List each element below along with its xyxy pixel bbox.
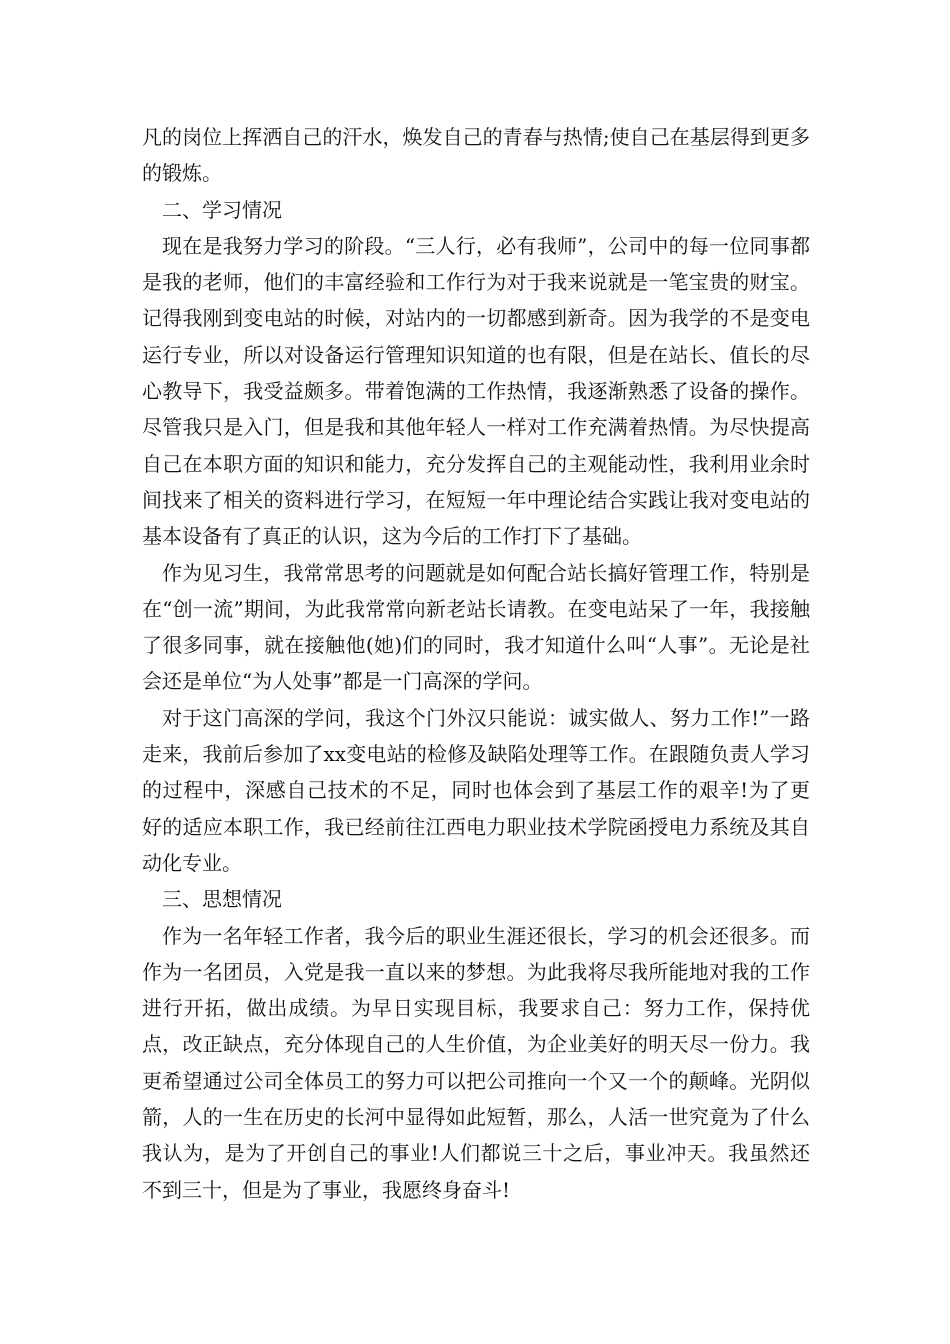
document-body [142, 119, 810, 1208]
section-heading-thought: 三、思想情况 [162, 887, 282, 912]
paragraph-study-2: 作为见习生，我常常思考的问题就是如何配合站长搞好管理工作，特别是在“创一流”期间，为此我常常向新老站长请教。在变电站呆了一年，我接触了很多同事，就在接触他(她)们的同时，我才知道什么叫“人事”。无论是社会还是单位“为人处事”都是一门高深的学问。 [142, 560, 810, 694]
paragraph-continuation: 凡的岗位上挥洒自己的汗水，焕发自己的青春与热情;使自己在基层得到更多的锻炼。 [142, 125, 810, 186]
section-heading-study: 二、学习情况 [162, 197, 282, 222]
paragraph-study-3: 对于这门高深的学问，我这个门外汉只能说：诚实做人、努力工作!”一路走来，我前后参加了xx变电站的检修及缺陷处理等工作。在跟随负责人学习的过程中，深感自己技术的不足，同时也体会到了基层工作的艰辛!为了更好的适应本职工作，我已经前往江西电力职业技术学院函授电力系统及其自动化专业。 [142, 705, 810, 875]
paragraph-thought-1: 作为一名年轻工作者，我今后的职业生涯还很长，学习的机会还很多。而作为一名团员，入党是我一直以来的梦想。为此我将尽我所能地对我的工作进行开拓，做出成绩。为早日实现目标，我要求自己：努力工作，保持优点，改正缺点，充分体现自己的人生价值，为企业美好的明天尽一份力。我更希望通过公司全体员工的努力可以把公司推向一个又一个的颠峰。光阴似箭，人的一生在历史的长河中显得如此短暂，那么，人活一世究竟为了什么我认为，是为了开创自己的事业!人们都说三十之后，事业冲天。我虽然还不到三十，但是为了事业，我愿终身奋斗! [142, 923, 810, 1202]
paragraph-study-1: 现在是我努力学习的阶段。“三人行，必有我师”，公司中的每一位同事都是我的老师，他们的丰富经验和工作行为对于我来说就是一笔宝贵的财宝。记得我刚到变电站的时候，对站内的一切都感到新奇。因为我学的不是变电运行专业，所以对设备运行管理知识知道的也有限，但是在站长、值长的尽心教导下，我受益颇多。带着饱满的工作热情，我逐渐熟悉了设备的操作。尽管我只是入门，但是我和其他年轻人一样对工作充满着热情。为尽快提高自己在本职方面的知识和能力，充分发挥自己的主观能动性，我利用业余时间找来了相关的资料进行学习，在短短一年中理论结合实践让我对变电站的基本设备有了真正的认识，这为今后的工作打下了基础。 [142, 233, 810, 549]
